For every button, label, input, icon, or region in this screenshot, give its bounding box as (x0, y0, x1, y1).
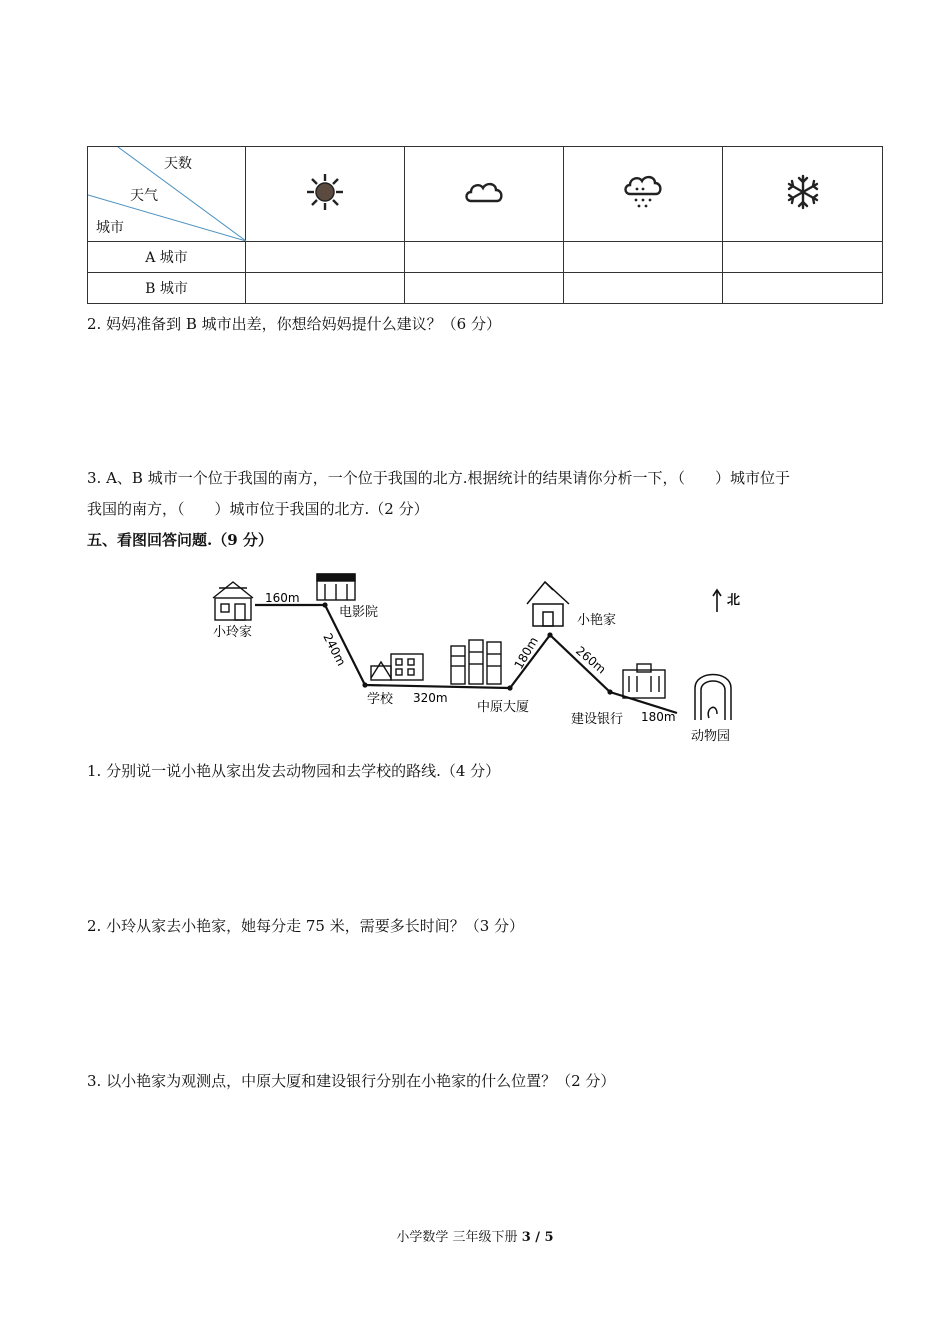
corner-cell (88, 147, 246, 242)
distance-cinema-school: 240m (320, 631, 349, 669)
weather-table (87, 146, 883, 304)
label-xiaoyan-home: 小艳家 (577, 613, 617, 628)
answer-cell[interactable] (246, 273, 405, 304)
city-cell: B 城市 (88, 273, 246, 304)
question-4-3-line2: 我国的南方，（ ）城市位于我国的北方.（2 分） (87, 500, 429, 518)
header-cloudy (405, 147, 564, 242)
zhongyuan-tower-icon (451, 640, 501, 684)
school-icon (371, 654, 423, 680)
answer-cell[interactable] (564, 242, 723, 273)
city-cell: A 城市 (88, 242, 246, 273)
table-header-row (88, 147, 883, 242)
answer-cell[interactable] (723, 273, 883, 304)
footer-text: 小学数学 三年级下册 (396, 1230, 522, 1245)
north-arrow-icon (713, 590, 721, 612)
section-5-title: 五、看图回答问题.（9 分） (87, 531, 273, 549)
label-bank: 建设银行 (571, 712, 624, 727)
answer-cell[interactable] (405, 242, 564, 273)
zoo-icon (695, 675, 731, 721)
table-row (88, 242, 883, 273)
north-label: 北 (727, 593, 741, 608)
xiaoling-home-icon (213, 582, 253, 620)
corner-label-city: 城市 (96, 220, 124, 236)
answer-cell[interactable] (723, 242, 883, 273)
distance-home-cinema: 160m (265, 591, 300, 605)
distance-xiaoyan-bank: 260m (573, 643, 609, 677)
cloud-icon (463, 177, 505, 207)
page-footer (0, 1226, 950, 1245)
question-5-1: 1. 分别说一说小艳从家出发去动物园和去学校的路线.（4 分） (87, 762, 501, 780)
question-5-2: 2. 小玲从家去小艳家，她每分走 75 米，需要多长时间？（3 分） (87, 917, 525, 935)
question-4-2: 2. 妈妈准备到 B 城市出差，你想给妈妈提什么建议？（6 分） (87, 315, 501, 333)
header-sunny (246, 147, 405, 242)
rain-icon (622, 172, 664, 212)
header-snowy (723, 147, 883, 242)
sun-icon (305, 172, 345, 212)
label-zoo: 动物园 (691, 729, 731, 744)
corner-label-weather: 天气 (130, 188, 158, 204)
label-school: 学校 (367, 692, 394, 707)
label-xiaoling-home: 小玲家 (213, 625, 253, 640)
xiaoyan-home-icon (527, 582, 569, 626)
answer-cell[interactable] (564, 273, 723, 304)
label-zhongyuan-tower: 中原大厦 (477, 700, 530, 715)
route-map (205, 570, 750, 745)
answer-cell[interactable] (405, 273, 564, 304)
distance-school-tower: 320m (413, 691, 448, 705)
question-4-3-line1: 3. A、B 城市一个位于我国的南方，一个位于我国的北方.根据统计的结果请你分析一下，（ ）城市位于 (87, 469, 790, 487)
cinema-icon (317, 574, 355, 600)
corner-label-days: 天数 (164, 156, 192, 172)
answer-cell[interactable] (246, 242, 405, 273)
label-cinema: 电影院 (339, 605, 379, 620)
page-number: 3 / 5 (521, 1230, 554, 1245)
distance-bank-zoo: 180m (641, 710, 676, 724)
bank-icon (623, 664, 665, 698)
snow-icon (784, 173, 822, 211)
question-5-3: 3. 以小艳家为观测点，中原大厦和建设银行分别在小艳家的什么位置？（2 分） (87, 1072, 616, 1090)
header-rainy (564, 147, 723, 242)
distance-tower-xiaoyan: 180m (511, 634, 541, 672)
table-row (88, 273, 883, 304)
